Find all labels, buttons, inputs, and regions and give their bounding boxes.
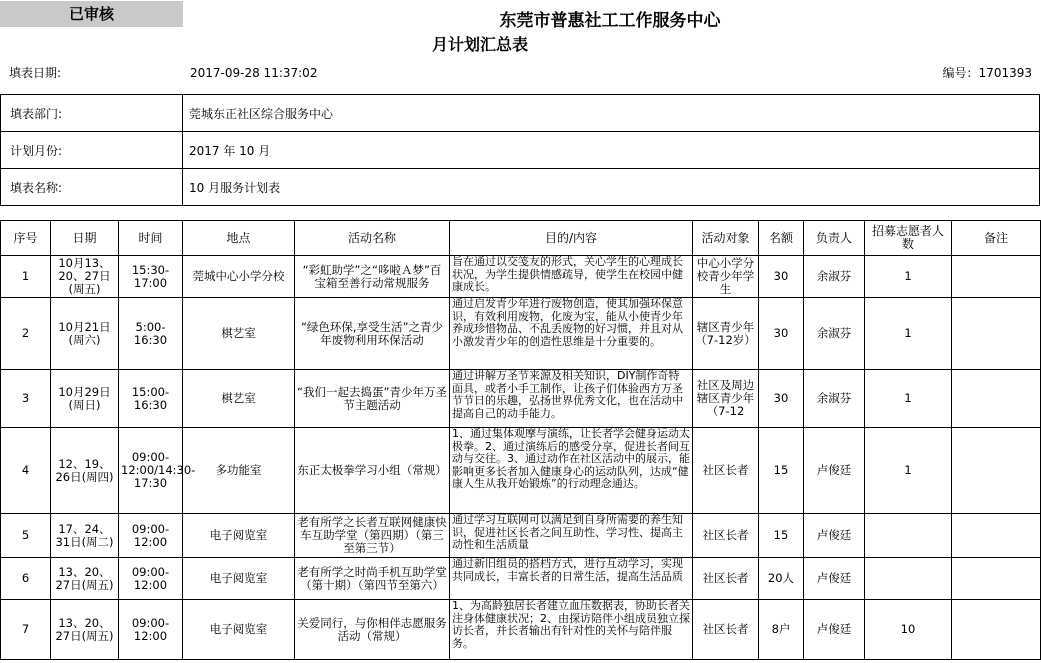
cell-activity: “我们一起去捣蛋”青少年万圣节主题活动 [295,370,450,428]
col-header: 名额 [759,221,804,256]
cell-leader: 余淑芬 [804,370,865,428]
cell-activity: “彩虹助学”之“哆啦Ａ梦”百宝箱至善行动常规服务 [295,256,450,298]
fill-date-value: 2017-09-28 11:37:02 [190,66,318,80]
cell-target: 社区长者 [693,428,759,514]
cell-remark [952,558,1041,600]
cell-volunteers [865,558,952,600]
col-header: 日期 [51,221,119,256]
cell-target: 社区长者 [693,514,759,558]
status-badge: 已审核 [0,1,183,27]
col-header: 活动名称 [295,221,450,256]
cell-date: 13、20、27日(周五) [51,558,119,600]
cell-volunteers [865,514,952,558]
cell-place: 电子阅览室 [183,558,295,600]
form-number: 编号：1701393 [942,66,1032,80]
cell-date: 10月29日(周日) [51,370,119,428]
cell-quota: 15 [759,514,804,558]
cell-target: 辖区青少年（7-12岁） [693,298,759,370]
cell-no: 3 [1,370,51,428]
cell-time: 5:00-16:30 [119,298,183,370]
col-header: 活动对象 [693,221,759,256]
cell-date: 10月13、20、27日(周五) [51,256,119,298]
cell-place: 电子阅览室 [183,600,295,660]
cell-activity: “绿色环保,享受生活”之青少年废物利用环保活动 [295,298,450,370]
cell-date: 12、19、26日(周四) [51,428,119,514]
fill-date-row [0,62,1040,84]
cell-time: 09:00-12:00 [119,558,183,600]
header-row-month [1,132,1040,169]
cell-no: 5 [1,514,51,558]
cell-leader: 余淑芬 [804,298,865,370]
cell-activity: 老有所学之时尚手机互助学堂（第十期）（第四节至第六） [295,558,450,600]
cell-goal: 通过学习互联网可以满足到自身所需要的养生知识，促进社区长者之间互助性、学习性、提高主动性和生活质量 [450,514,693,558]
cell-volunteers: 10 [865,600,952,660]
cell-quota: 30 [759,256,804,298]
cell-remark [952,256,1041,298]
page-subtitle: 月计划汇总表 [431,35,528,54]
table-row [1,428,1041,514]
cell-activity: 东正太极拳学习小组（常规） [295,428,450,514]
cell-target: 社区长者 [693,558,759,600]
cell-target: 社区长者 [693,600,759,660]
name-label: 填表名称: [1,169,183,206]
cell-volunteers: 1 [865,370,952,428]
cell-no: 2 [1,298,51,370]
col-header: 备注 [952,221,1041,256]
header-info-table [0,94,1040,206]
cell-goal: 通过新旧组员的搭档方式，进行互动学习，实现共同成长，丰富长者的日常生活，提高生活品质 [450,558,693,600]
col-header: 负责人 [804,221,865,256]
cell-leader: 卢俊廷 [804,428,865,514]
cell-quota: 20人 [759,558,804,600]
cell-leader: 卢俊廷 [804,558,865,600]
cell-goal: 通过启发青少年进行废物创造，使其加强环保意识，有效利用废物，化废为宝，能从小使青少年养成珍惜物品、不乱丢废物的好习惯，并且对从小激发青少年的创造性思维是十分重要的。 [450,298,693,370]
cell-date: 13、20、27日(周五) [51,600,119,660]
table-row [1,600,1041,660]
fill-date-label: 填表日期: [9,66,62,80]
cell-leader: 卢俊廷 [804,600,865,660]
cell-quota: 30 [759,370,804,428]
cell-quota: 8户 [759,600,804,660]
cell-place: 棋艺室 [183,370,295,428]
cell-no: 1 [1,256,51,298]
col-header: 序号 [1,221,51,256]
cell-activity: 关爱同行，与你相伴志愿服务活动（常规） [295,600,450,660]
table-header-row [1,221,1041,256]
cell-no: 6 [1,558,51,600]
name-value: 10 月服务计划表 [183,169,1040,206]
col-header: 招募志愿者人数 [865,221,952,256]
cell-no: 7 [1,600,51,660]
cell-no: 4 [1,428,51,514]
cell-time: 09:00-12:00 [119,600,183,660]
cell-volunteers: 1 [865,428,952,514]
cell-remark [952,514,1041,558]
cell-date: 17、24、31日(周二) [51,514,119,558]
cell-goal: 通过讲解万圣节来源及相关知识，DIY制作奇特面具，或者小手工制作，让孩子们体验西方万圣节节日的乐趣，弘扬世界优秀文化，也在活动中提高自己的动手能力。 [450,370,693,428]
cell-time: 09:00-12:00 [119,514,183,558]
cell-time: 15:30-17:00 [119,256,183,298]
cell-quota: 15 [759,428,804,514]
dept-label: 填表部门: [1,95,183,132]
col-header: 目的/内容 [450,221,693,256]
cell-target: 中心小学分校青少年学生 [693,256,759,298]
cell-volunteers: 1 [865,298,952,370]
cell-activity: 老有所学之长者互联网健康快车互助学堂（第四期）（第三至第三节） [295,514,450,558]
cell-remark [952,298,1041,370]
col-header: 地点 [183,221,295,256]
cell-remark [952,600,1041,660]
table-row [1,514,1041,558]
cell-leader: 余淑芬 [804,256,865,298]
dept-value: 莞城东正社区综合服务中心 [183,95,1040,132]
cell-place: 电子阅览室 [183,514,295,558]
cell-goal: 旨在通过以交笺友的形式，关心学生的心理成长状况，为学生提供情感疏导，使学生在校园中健康成长。 [450,256,693,298]
cell-goal: 1、通过集体观摩与演练，让长者学会健身运动太极拳。2、通过演练后的感受分享，促进长者间互动与交往。3、通过动作在社区活动中的展示，能影响更多长者加入健康身心的运动队列，达成“健康人生从我开始锻炼”的行动理念通达。 [450,428,693,514]
cell-time: 09:00-12:00/14:30-17:30 [119,428,183,514]
month-label: 计划月份: [1,132,183,169]
page-title: 东莞市普惠社工工作服务中心 [499,11,721,31]
cell-volunteers: 1 [865,256,952,298]
cell-remark [952,370,1041,428]
cell-goal: 1、为高龄独居长者建立血压数据表，协助长者关注身体健康状况；2、由探访陪伴小组成员独立探访长者，并长者输出有针对性的关怀与陪伴服务。 [450,600,693,660]
col-header: 时间 [119,221,183,256]
table-row [1,256,1041,298]
cell-time: 15:00-16:30 [119,370,183,428]
month-value: 2017 年 10 月 [183,132,1040,169]
cell-quota: 30 [759,298,804,370]
cell-place: 棋艺室 [183,298,295,370]
cell-place: 莞城中心小学分校 [183,256,295,298]
cell-remark [952,428,1041,514]
header-row-dept [1,95,1040,132]
cell-date: 10月21日(周六) [51,298,119,370]
cell-leader: 卢俊廷 [804,514,865,558]
table-row [1,298,1041,370]
table-row [1,558,1041,600]
header-row-name [1,169,1040,206]
plan-table [0,220,1041,660]
cell-target: 社区及周边辖区青少年（7-12 [693,370,759,428]
cell-place: 多功能室 [183,428,295,514]
table-row [1,370,1041,428]
